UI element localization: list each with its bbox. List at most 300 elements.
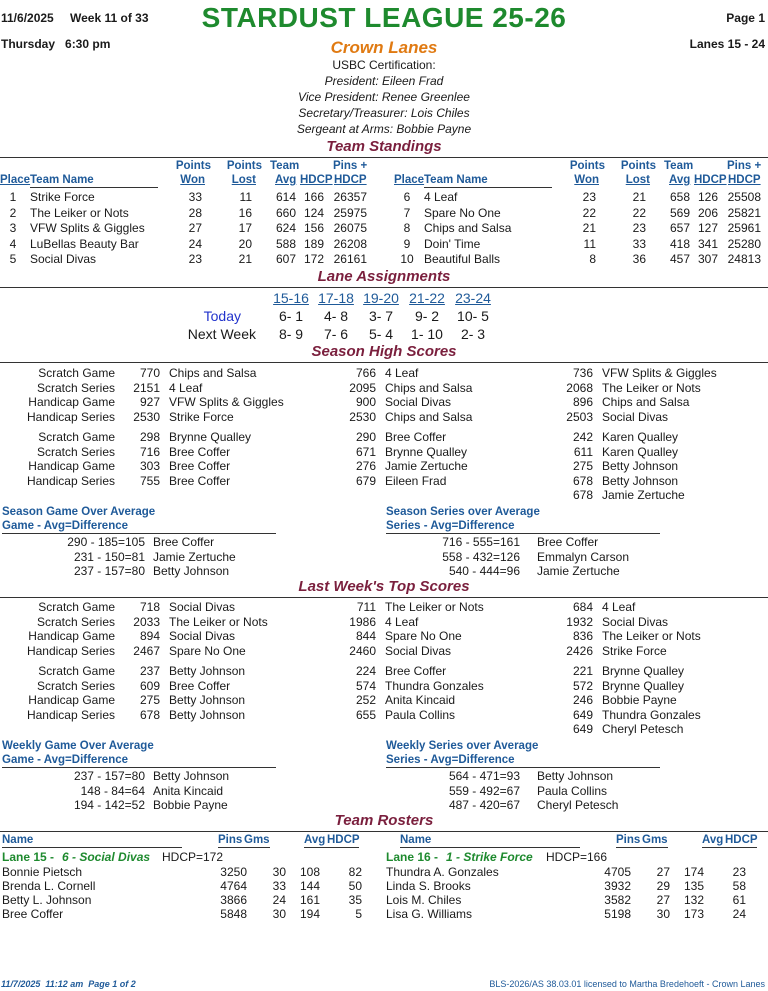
over-average-value: 237 - 157=80	[73, 769, 145, 783]
underline	[30, 187, 158, 188]
points-won: 23	[582, 190, 596, 204]
score-value: 303	[139, 459, 160, 473]
roster-lane: Lane 15 -	[2, 850, 55, 864]
player-hdcp: 23	[732, 865, 746, 879]
score-holder: Bree Coffer	[169, 459, 231, 473]
player-games: 33	[272, 879, 286, 893]
player-pins: 3250	[220, 865, 247, 879]
score-value: 224	[355, 664, 376, 678]
underline	[304, 847, 359, 848]
divider	[0, 831, 768, 832]
score-holder: Social Divas	[385, 643, 452, 658]
col-header: Gms	[642, 834, 668, 846]
score-category: Handicap Game	[28, 629, 115, 643]
team-avg: 418	[669, 236, 690, 251]
points-lost: 23	[632, 221, 646, 235]
place: 5	[9, 252, 17, 266]
roster-team: 1 - Strike Force	[446, 850, 533, 864]
over-average-subtitle: Series - Avg=Difference	[386, 754, 515, 766]
score-value: 290	[355, 430, 376, 444]
team-hdcp: 189	[303, 236, 324, 251]
place: 8	[403, 221, 411, 235]
score-value: 711	[356, 600, 376, 614]
team-hdcp: 172	[303, 252, 324, 266]
underline	[400, 847, 580, 848]
player-pins: 5198	[604, 907, 631, 921]
player-avg: 132	[683, 893, 704, 907]
score-value: 242	[572, 430, 593, 444]
report-date: 11/6/2025	[1, 11, 54, 25]
score-holder: VFW Splits & Giggles	[602, 366, 717, 380]
team-name: Social Divas	[30, 252, 97, 266]
points-won: 28	[188, 205, 202, 220]
score-holder: Bree Coffer	[385, 430, 447, 444]
player-hdcp: 61	[732, 893, 746, 907]
score-holder: 4 Leaf	[602, 600, 636, 614]
col-header: Avg	[702, 834, 724, 846]
score-value: 671	[355, 444, 376, 459]
score-value: 1932	[566, 614, 593, 629]
divider	[0, 597, 768, 598]
score-value: 2068	[566, 380, 593, 395]
score-holder: VFW Splits & Giggles	[169, 395, 284, 409]
today-matchup: 6- 1	[278, 308, 304, 324]
player-pins: 3866	[220, 893, 247, 907]
points-lost: 20	[238, 236, 252, 251]
team-hdcp: 124	[303, 205, 324, 220]
score-value: 2033	[133, 614, 160, 629]
col-header: Pins	[616, 834, 641, 846]
player-name: Betty L. Johnson	[2, 893, 92, 907]
score-holder: Jamie Zertuche	[385, 459, 468, 473]
player-hdcp: 24	[732, 907, 746, 921]
underline	[424, 187, 552, 188]
score-value: 770	[139, 366, 160, 380]
score-value: 252	[355, 693, 376, 707]
score-holder: Bobbie Payne	[602, 693, 677, 707]
roster-team-hdcp: HDCP=172	[162, 850, 224, 864]
team-hdcp: 307	[697, 252, 718, 266]
score-holder: The Leiker or Nots	[602, 629, 701, 643]
officer-line: Sergeant at Arms: Bobbie Payne	[296, 122, 472, 136]
team-hdcp: 166	[303, 190, 324, 204]
underline	[218, 847, 270, 848]
score-holder: Betty Johnson	[169, 664, 246, 678]
pins-hdcp: 26357	[333, 190, 367, 204]
over-average-bowler: Bobbie Payne	[153, 798, 228, 812]
score-value: 927	[139, 395, 160, 409]
player-avg: 144	[299, 879, 320, 893]
player-games: 30	[272, 865, 286, 879]
score-holder: Cheryl Petesch	[602, 722, 684, 736]
lane-pair-header: 23-24	[455, 290, 491, 306]
points-won: 27	[188, 221, 202, 235]
score-holder: 4 Leaf	[385, 614, 419, 629]
score-holder: Chips and Salsa	[602, 395, 690, 409]
col-header: HDCP	[725, 834, 758, 846]
points-won: 22	[582, 205, 596, 220]
points-lost: 36	[632, 252, 646, 266]
roster-team: 6 - Social Divas	[62, 850, 151, 864]
player-avg: 173	[683, 907, 704, 921]
score-value: 2467	[133, 643, 160, 658]
place: 4	[9, 236, 17, 251]
points-lost: 21	[632, 190, 646, 204]
bowling-center: Crown Lanes	[330, 38, 438, 57]
score-category: Scratch Game	[38, 600, 115, 614]
player-avg: 108	[299, 865, 320, 879]
player-games: 30	[656, 907, 670, 921]
over-average-value: 716 - 555=161	[442, 535, 520, 549]
pins-hdcp: 26208	[333, 236, 367, 251]
over-average-bowler: Bree Coffer	[153, 535, 215, 549]
over-average-title: Weekly Game Over Average	[2, 740, 154, 752]
next-week-matchup: 7- 6	[323, 326, 349, 342]
player-name: Thundra A. Gonzales	[386, 865, 499, 879]
underline	[616, 847, 668, 848]
col-header: Place	[0, 174, 31, 186]
player-pins: 3932	[604, 879, 631, 893]
score-category: Scratch Game	[38, 430, 115, 444]
player-pins: 3582	[604, 893, 631, 907]
lane-pair-header: 15-16	[273, 290, 309, 306]
score-holder: Brynne Qualley	[385, 444, 468, 459]
place: 9	[403, 236, 411, 251]
player-pins: 4764	[220, 879, 247, 893]
page-title: STARDUST LEAGUE 25-26	[201, 2, 567, 33]
col-header: Points	[620, 160, 656, 172]
score-value: 678	[572, 488, 593, 502]
underline	[2, 767, 276, 768]
score-value: 716	[139, 444, 160, 459]
score-value: 2095	[349, 380, 376, 395]
underline	[386, 533, 660, 534]
col-header: HDCP	[327, 834, 360, 846]
over-average-value: 237 - 157=80	[73, 564, 145, 578]
score-category: Scratch Game	[38, 664, 115, 678]
col-header: Won	[574, 174, 599, 186]
score-value: 276	[355, 459, 376, 473]
today-matchup: 4- 8	[323, 308, 349, 324]
pins-hdcp: 26075	[333, 221, 367, 235]
officer-line: Vice President: Renee Greenlee	[298, 90, 470, 104]
lanes-range: Lanes 15 - 24	[689, 37, 765, 51]
col-header: Team Name	[30, 174, 94, 186]
team-hdcp: 126	[697, 190, 718, 204]
col-header: Pins +	[333, 160, 368, 172]
next-week-matchup: 2- 3	[460, 326, 486, 342]
score-category: Scratch Series	[36, 614, 115, 629]
points-lost: 33	[632, 236, 646, 251]
score-value: 684	[572, 600, 593, 614]
team-hdcp: 206	[697, 205, 718, 220]
score-value: 718	[139, 600, 160, 614]
officer-line: President: Eileen Frad	[324, 74, 444, 88]
over-average-subtitle: Game - Avg=Difference	[2, 754, 129, 766]
pins-hdcp: 25280	[727, 236, 761, 251]
points-won: 8	[589, 252, 596, 266]
player-avg: 194	[299, 907, 320, 921]
score-value: 678	[572, 473, 593, 488]
team-hdcp: 156	[303, 221, 324, 235]
score-value: 221	[572, 664, 593, 678]
today-matchup: 3- 7	[368, 308, 394, 324]
score-holder: Brynne Qualley	[602, 678, 685, 693]
score-holder: Social Divas	[602, 614, 669, 629]
player-games: 27	[656, 893, 670, 907]
score-holder: Brynne Qualley	[602, 664, 685, 678]
score-value: 2530	[349, 409, 376, 424]
score-holder: Karen Qualley	[602, 430, 679, 444]
over-average-value: 540 - 444=96	[448, 564, 520, 578]
over-average-value: 564 - 471=93	[448, 769, 520, 783]
col-header: Points	[569, 160, 605, 172]
over-average-title: Season Series over Average	[386, 506, 540, 518]
pins-hdcp: 25821	[727, 205, 761, 220]
team-avg: 614	[275, 190, 296, 204]
col-header: Team	[664, 160, 694, 172]
points-won: 33	[188, 190, 202, 204]
over-average-value: 487 - 420=67	[448, 798, 520, 812]
team-avg: 657	[669, 221, 690, 235]
today-matchup: 9- 2	[414, 308, 440, 324]
pins-hdcp: 25975	[333, 205, 367, 220]
officer-line: Secretary/Treasurer: Lois Chiles	[298, 106, 470, 120]
over-average-value: 290 - 185=105	[67, 535, 145, 549]
over-average-bowler: Betty Johnson	[153, 564, 230, 578]
over-average-value: 231 - 150=81	[73, 549, 145, 564]
score-value: 611	[573, 444, 593, 459]
score-category: Handicap Game	[28, 459, 115, 473]
team-avg: 624	[275, 221, 296, 235]
player-name: Bree Coffer	[2, 907, 64, 921]
col-header: Team	[270, 160, 300, 172]
day-time: Thursday 6:30 pm	[1, 37, 111, 51]
score-holder: Karen Qualley	[602, 444, 679, 459]
score-holder: Social Divas	[169, 629, 236, 643]
next-week-matchup: 1- 10	[411, 326, 443, 342]
col-header: Points	[175, 160, 211, 172]
score-holder: Thundra Gonzales	[385, 678, 484, 693]
score-holder: Spare No One	[169, 643, 246, 658]
today-label: Today	[203, 308, 241, 324]
score-value: 755	[139, 473, 160, 488]
score-category: Handicap Game	[28, 693, 115, 707]
score-category: Scratch Game	[38, 366, 115, 380]
place: 6	[403, 190, 411, 204]
player-games: 30	[272, 907, 286, 921]
score-value: 894	[139, 629, 160, 643]
col-header: Pins	[218, 834, 243, 846]
team-avg: 607	[275, 252, 296, 266]
pins-hdcp: 26161	[333, 252, 367, 266]
score-holder: Bree Coffer	[169, 473, 231, 488]
col-header: Won	[180, 174, 205, 186]
place: 1	[9, 190, 17, 204]
player-name: Linda S. Brooks	[386, 879, 471, 893]
col-header: Avg	[275, 174, 297, 186]
team-avg: 569	[669, 205, 690, 220]
col-header: Avg	[304, 834, 326, 846]
col-header: Name	[400, 834, 432, 846]
score-value: 655	[355, 707, 376, 722]
col-header: HDCP	[694, 174, 727, 186]
player-games: 24	[272, 893, 286, 907]
col-header: Pins +	[727, 160, 762, 172]
score-category: Handicap Game	[28, 395, 115, 409]
score-category: Scratch Series	[36, 678, 115, 693]
score-value: 2530	[133, 409, 160, 424]
col-header: Points	[226, 160, 262, 172]
team-name: 4 Leaf	[424, 190, 458, 204]
over-average-bowler: Cheryl Petesch	[537, 798, 619, 812]
points-lost: 11	[239, 190, 252, 204]
score-holder: Bree Coffer	[169, 444, 231, 459]
score-value: 649	[572, 722, 593, 736]
col-header: Avg	[669, 174, 691, 186]
team-name: Doin' Time	[424, 236, 481, 251]
score-holder: Strike Force	[169, 409, 234, 424]
points-won: 21	[582, 221, 596, 235]
team-name: LuBellas Beauty Bar	[30, 236, 139, 251]
score-holder: Paula Collins	[385, 707, 456, 722]
player-hdcp: 58	[732, 879, 746, 893]
score-value: 649	[572, 707, 593, 722]
col-header: HDCP	[300, 174, 333, 186]
score-value: 246	[572, 693, 593, 707]
divider	[0, 157, 768, 158]
score-holder: Eileen Frad	[385, 473, 447, 488]
score-holder: The Leiker or Nots	[602, 380, 701, 395]
team-name: Strike Force	[30, 190, 95, 204]
col-header: Lost	[625, 174, 650, 186]
over-average-subtitle: Game - Avg=Difference	[2, 520, 129, 532]
score-value: 275	[572, 459, 593, 473]
score-value: 679	[355, 473, 376, 488]
score-value: 836	[572, 629, 593, 643]
player-games: 29	[656, 879, 670, 893]
score-holder: Social Divas	[385, 395, 452, 409]
score-value: 896	[572, 395, 593, 409]
player-avg: 174	[683, 865, 704, 879]
points-won: 11	[583, 236, 596, 251]
col-header: Team Name	[424, 174, 488, 186]
team-avg: 660	[275, 205, 296, 220]
points-lost: 17	[238, 221, 252, 235]
score-value: 900	[355, 395, 376, 409]
over-average-value: 194 - 142=52	[73, 798, 145, 812]
team-name: The Leiker or Nots	[30, 205, 129, 220]
score-value: 574	[355, 678, 376, 693]
score-holder: Brynne Qualley	[169, 430, 252, 444]
over-average-bowler: Emmalyn Carson	[537, 549, 630, 564]
score-holder: Strike Force	[602, 643, 667, 658]
col-header: Gms	[244, 834, 270, 846]
next-week-label: Next Week	[187, 326, 256, 342]
over-average-subtitle: Series - Avg=Difference	[386, 520, 515, 532]
score-category: Handicap Series	[26, 643, 115, 658]
col-header: HDCP	[728, 174, 761, 186]
score-value: 678	[139, 707, 160, 722]
player-avg: 135	[683, 879, 704, 893]
player-pins: 4705	[604, 865, 631, 879]
score-value: 572	[572, 678, 593, 693]
next-week-matchup: 8- 9	[278, 326, 304, 342]
score-holder: Betty Johnson	[169, 707, 246, 722]
player-name: Bonnie Pietsch	[2, 865, 83, 879]
player-name: Lisa G. Williams	[386, 907, 473, 921]
score-value: 275	[139, 693, 160, 707]
points-won: 23	[188, 252, 202, 266]
points-won: 24	[188, 236, 202, 251]
team-name: Beautiful Balls	[424, 252, 501, 266]
score-category: Scratch Series	[36, 380, 115, 395]
score-holder: Chips and Salsa	[169, 366, 257, 380]
score-value: 844	[355, 629, 376, 643]
place: 7	[403, 205, 411, 220]
col-header: Place	[394, 174, 425, 186]
pins-hdcp: 25961	[727, 221, 761, 235]
over-average-value: 148 - 84=64	[80, 783, 145, 798]
lane-pair-header: 19-20	[363, 290, 399, 306]
score-holder: Social Divas	[169, 600, 236, 614]
over-average-bowler: Anita Kincaid	[153, 783, 224, 798]
place: 10	[400, 252, 414, 266]
score-value: 2151	[133, 380, 160, 395]
score-holder: The Leiker or Nots	[169, 614, 268, 629]
score-category: Handicap Series	[26, 409, 115, 424]
score-holder: Jamie Zertuche	[602, 488, 685, 502]
col-header: Name	[2, 834, 34, 846]
rosters-title: Team Rosters	[334, 812, 434, 829]
score-value: 766	[355, 366, 376, 380]
score-holder: Spare No One	[385, 629, 462, 643]
team-name: Spare No One	[424, 205, 501, 220]
team-name: Chips and Salsa	[424, 221, 512, 235]
over-average-value: 558 - 432=126	[442, 549, 520, 564]
underline	[2, 533, 276, 534]
score-category: Handicap Series	[26, 707, 115, 722]
underline	[702, 847, 757, 848]
footer-timestamp: 11/7/2025 11:12 am Page 1 of 2	[1, 979, 136, 989]
standings-title: Team Standings	[326, 138, 442, 155]
score-holder: The Leiker or Nots	[385, 600, 484, 614]
lane-pair-header: 17-18	[318, 290, 354, 306]
over-average-bowler: Betty Johnson	[153, 769, 230, 783]
score-value: 237	[139, 664, 160, 678]
score-holder: Betty Johnson	[169, 693, 246, 707]
score-category: Handicap Series	[26, 473, 115, 488]
team-avg: 658	[669, 190, 690, 204]
team-name: VFW Splits & Giggles	[30, 221, 145, 235]
over-average-bowler: Bree Coffer	[537, 535, 599, 549]
score-value: 736	[572, 366, 593, 380]
player-hdcp: 82	[348, 865, 362, 879]
team-hdcp: 341	[697, 236, 718, 251]
score-holder: Betty Johnson	[602, 473, 679, 488]
points-lost: 22	[632, 205, 646, 220]
score-value: 298	[139, 430, 160, 444]
player-pins: 5848	[220, 907, 247, 921]
player-hdcp: 50	[348, 879, 362, 893]
player-avg: 161	[299, 893, 320, 907]
points-lost: 21	[238, 252, 252, 266]
place: 3	[9, 221, 17, 235]
team-avg: 588	[275, 236, 296, 251]
roster-lane: Lane 16 -	[386, 850, 439, 864]
page-number: Page 1	[726, 11, 765, 25]
officer-line: USBC Certification:	[332, 58, 436, 72]
